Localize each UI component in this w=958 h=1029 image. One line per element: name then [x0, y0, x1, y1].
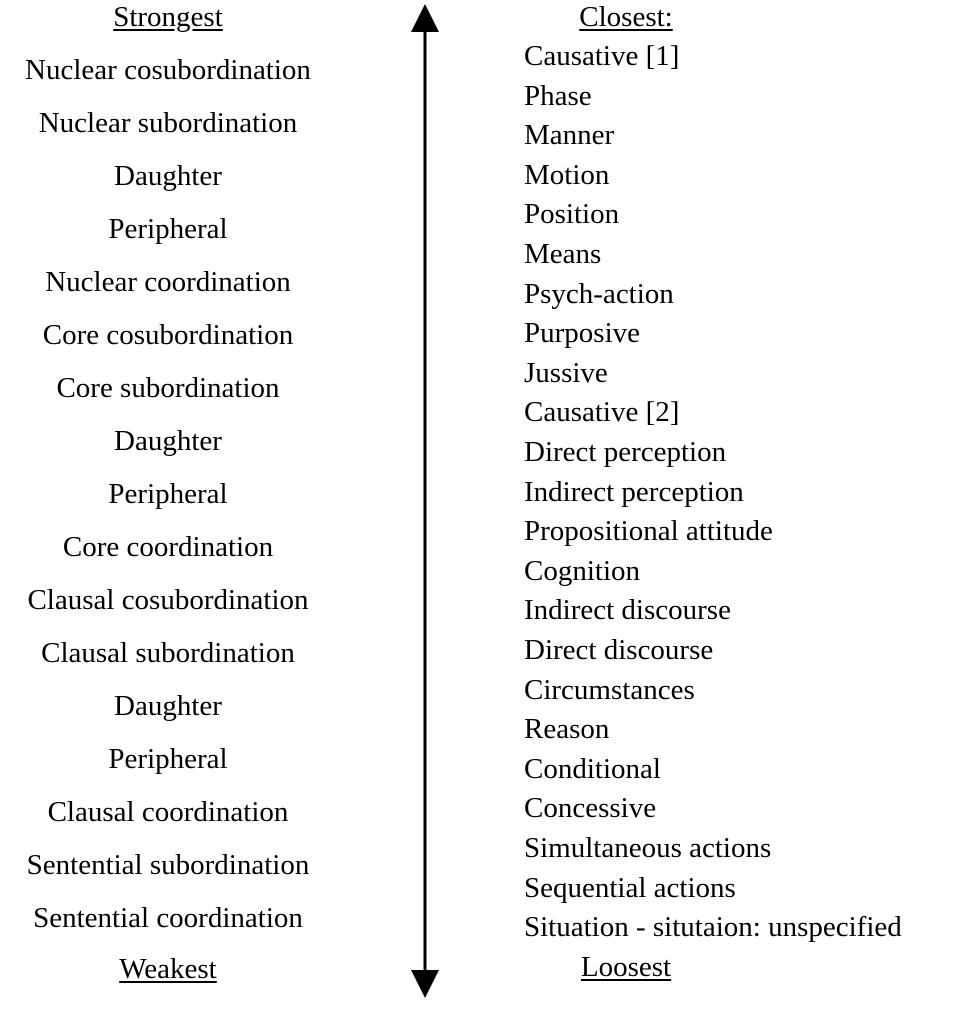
right-list-item: Position — [524, 198, 620, 230]
right-list-item: Motion — [524, 159, 610, 191]
left-list-item: Core coordination — [62, 531, 274, 563]
left-list-item: Nuclear cosubordination — [25, 54, 311, 86]
left-list-item: Sentential subordination — [26, 849, 310, 881]
right-list-item: Concessive — [524, 792, 657, 824]
right-list-item: Reason — [524, 713, 610, 745]
arrow-head-bottom — [411, 970, 439, 998]
right-list-item: Simultaneous actions — [524, 832, 772, 864]
left-list-item: Daughter — [114, 160, 222, 192]
left-top-label: Strongest — [113, 1, 223, 33]
left-list-item: Core subordination — [56, 372, 280, 404]
left-list-item: Daughter — [114, 690, 222, 722]
right-list-item: Purposive — [524, 317, 640, 349]
right-list-item: Manner — [524, 119, 615, 151]
right-list-item: Direct perception — [524, 436, 727, 468]
right-list-item: Sequential actions — [524, 872, 736, 904]
left-list-item: Nuclear subordination — [38, 107, 298, 139]
right-list-item: Causative [2] — [524, 396, 680, 428]
right-list-item: Direct discourse — [524, 634, 714, 666]
right-list-item: Indirect perception — [524, 476, 744, 508]
left-list-item: Clausal coordination — [47, 796, 289, 828]
right-list-item: Indirect discourse — [524, 594, 731, 626]
right-list-item: Circumstances — [524, 674, 695, 706]
right-list-item: Psych-action — [524, 278, 674, 310]
left-list-item: Peripheral — [108, 743, 228, 775]
right-list-item: Phase — [524, 80, 592, 112]
right-top-label: Closest: — [579, 1, 673, 33]
right-list-item: Situation - situtaion: unspecified — [524, 911, 902, 943]
left-list-item: Peripheral — [108, 478, 228, 510]
left-list-item: Sentential coordination — [33, 902, 303, 934]
arrow-head-top — [411, 4, 439, 32]
right-list-item: Conditional — [524, 753, 661, 785]
right-list-item: Jussive — [524, 357, 608, 389]
left-list-item: Clausal subordination — [41, 637, 295, 669]
right-list-item: Propositional attitude — [524, 515, 773, 547]
left-list-item: Nuclear coordination — [45, 266, 291, 298]
right-bottom-label: Loosest — [580, 951, 672, 983]
left-list-item: Daughter — [114, 425, 222, 457]
left-list-item: Peripheral — [108, 213, 228, 245]
left-list-item: Core cosubordination — [42, 319, 294, 351]
right-list-item: Causative [1] — [524, 40, 680, 72]
right-list-item: Cognition — [524, 555, 641, 587]
left-list-item: Clausal cosubordination — [27, 584, 309, 616]
right-list-item: Means — [524, 238, 602, 270]
left-bottom-label: Weakest — [119, 953, 217, 985]
